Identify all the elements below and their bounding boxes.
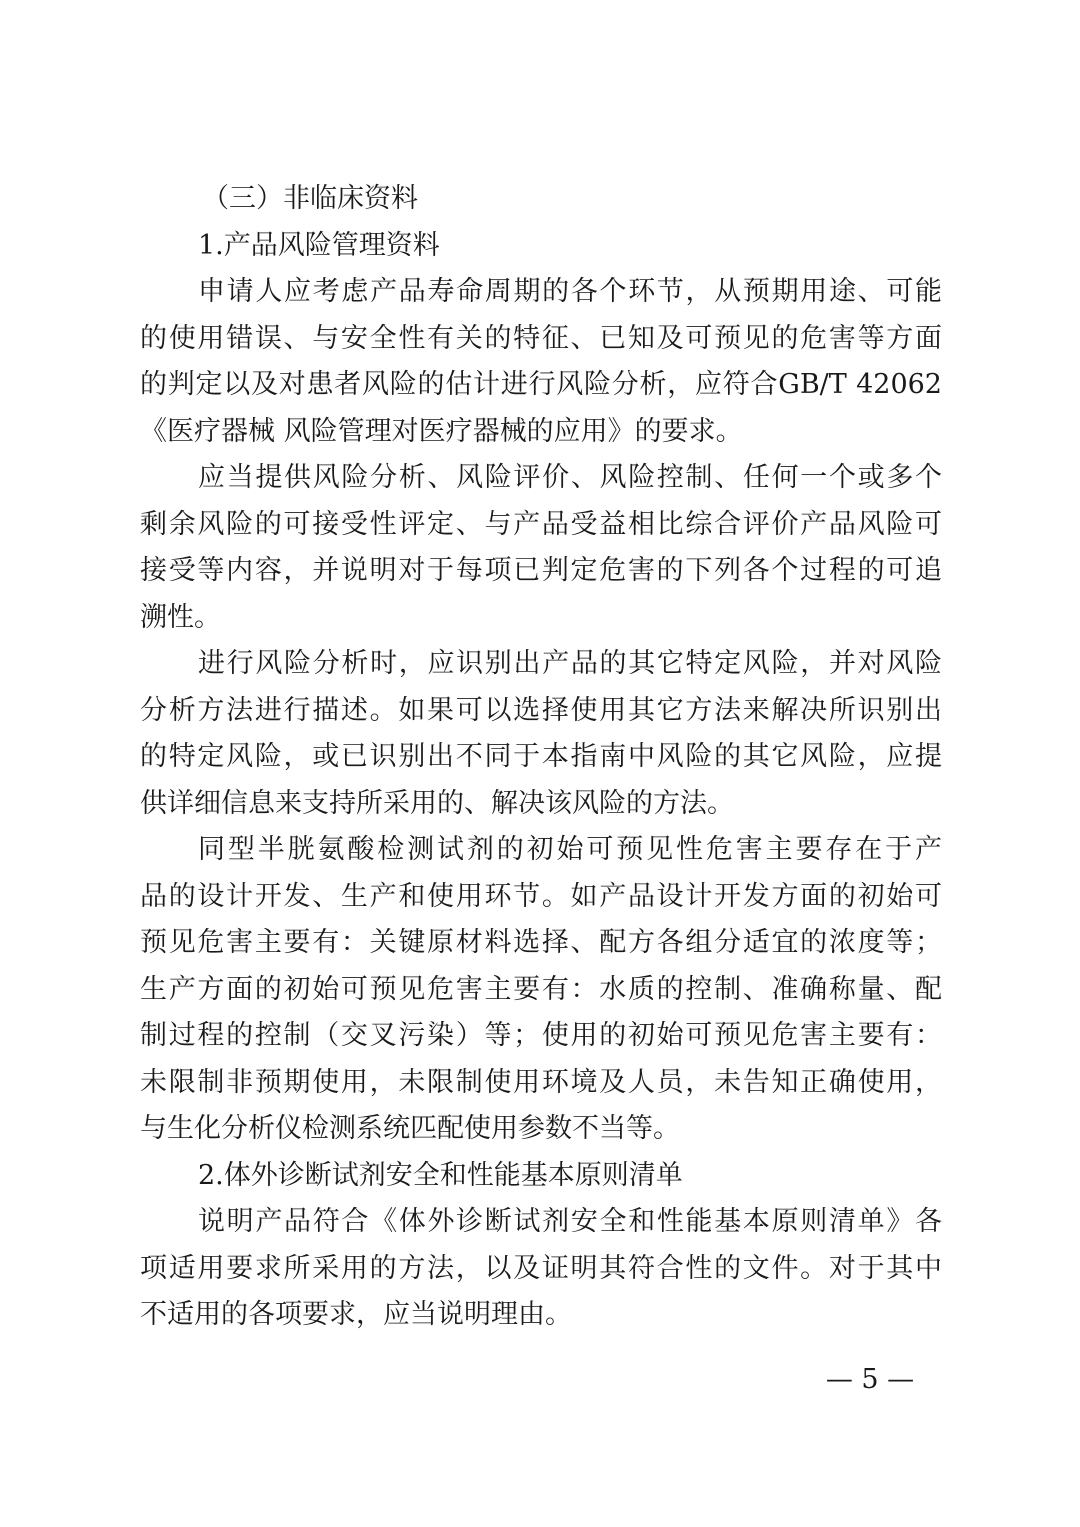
subsection-heading: 2.体外诊断试剂安全和性能基本原则清单 xyxy=(198,1159,683,1191)
paragraph-line: 制过程的控制（交叉污染）等；使用的初始可预见危害主要有： xyxy=(140,1020,942,1051)
paragraph-line: 的判定以及对患者风险的估计进行风险分析，应符合GB/T 42062 xyxy=(140,369,942,400)
paragraph-line: 不适用的各项要求，应当说明理由。 xyxy=(140,1299,572,1330)
paragraph-line: 生产方面的初始可预见危害主要有：水质的控制、准确称量、配 xyxy=(140,973,942,1005)
paragraph-line: 供详细信息来支持所采用的、解决该风险的方法。 xyxy=(140,787,734,819)
paragraph-line: 与生化分析仪检测系统匹配使用参数不当等。 xyxy=(140,1113,680,1144)
paragraph-line: 未限制非预期使用，未限制使用环境及人员，未告知正确使用， xyxy=(140,1066,942,1098)
paragraph-line: 的使用错误、与安全性有关的特征、已知及可预见的危害等方面 xyxy=(140,322,942,354)
subsection-heading: 1.产品风险管理资料 xyxy=(198,229,440,261)
paragraph-line: 进行风险分析时，应识别出产品的其它特定风险，并对风险 xyxy=(198,648,942,679)
paragraph-line: 同型半胱氨酸检测试剂的初始可预见性危害主要存在于产 xyxy=(198,834,942,865)
section-heading: （三）非临床资料 xyxy=(202,183,418,214)
paragraph-line: 分析方法进行描述。如果可以选择使用其它方法来解决所识别出 xyxy=(140,694,942,726)
paragraph-line: 《医疗器械 风险管理对医疗器械的应用》的要求。 xyxy=(140,415,743,447)
paragraph-line: 品的设计开发、生产和使用环节。如产品设计开发方面的初始可 xyxy=(140,880,942,912)
paragraph-line: 溯性。 xyxy=(140,601,221,633)
paragraph-line: 接受等内容，并说明对于每项已判定危害的下列各个过程的可追 xyxy=(140,555,942,586)
paragraph-line: 预见危害主要有：关键原材料选择、配方各组分适宜的浓度等； xyxy=(140,927,942,958)
paragraph-line: 应当提供风险分析、风险评价、风险控制、任何一个或多个 xyxy=(198,462,942,493)
paragraph-line: 剩余风险的可接受性评定、与产品受益相比综合评价产品风险可 xyxy=(140,508,942,540)
paragraph-line: 说明产品符合《体外诊断试剂安全和性能基本原则清单》各 xyxy=(198,1206,942,1237)
paragraph-line: 申请人应考虑产品寿命周期的各个环节，从预期用途、可能 xyxy=(198,276,942,307)
paragraph-line: 的特定风险，或已识别出不同于本指南中风险的其它风险，应提 xyxy=(140,741,942,772)
document-body xyxy=(140,176,942,1339)
page-number: — 5 — xyxy=(825,1364,915,1395)
paragraph-line: 项适用要求所采用的方法，以及证明其符合性的文件。对于其中 xyxy=(140,1252,942,1284)
